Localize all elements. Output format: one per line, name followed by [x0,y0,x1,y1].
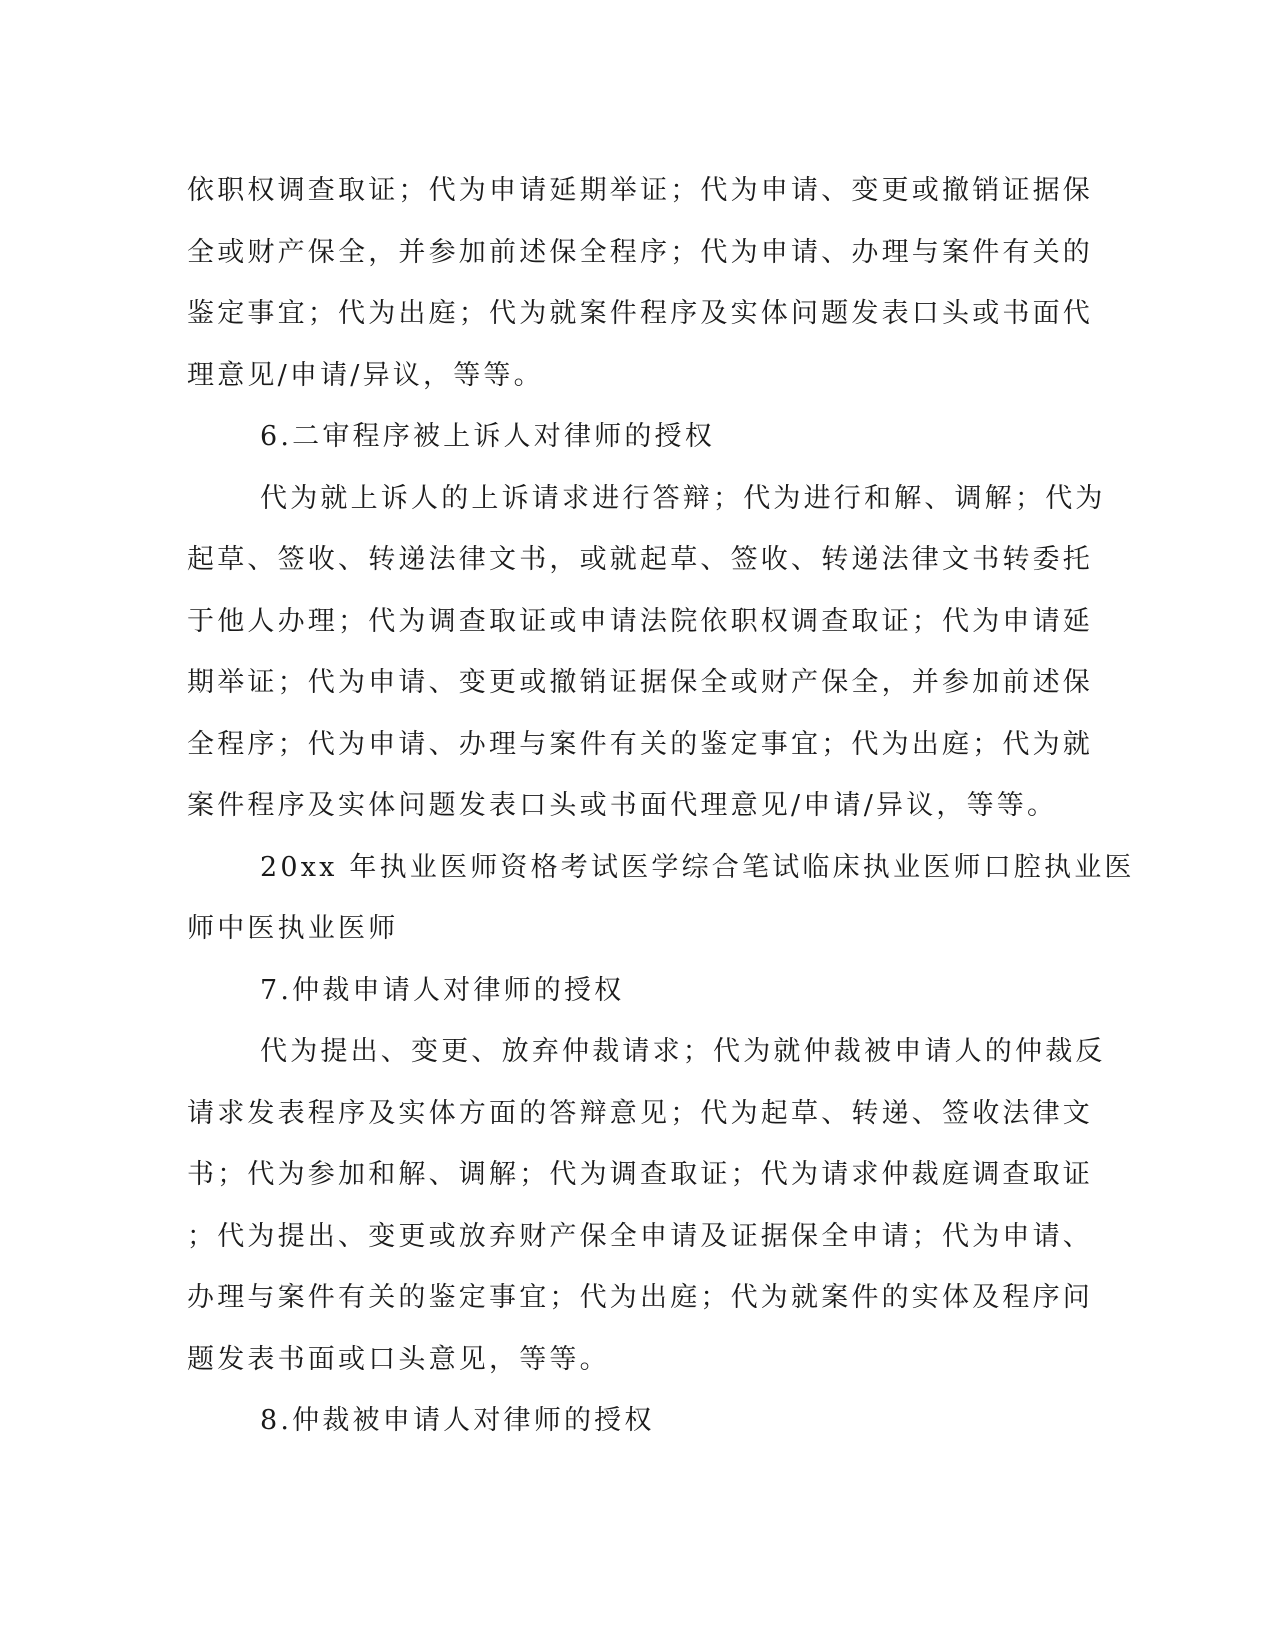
document-body [187,160,1135,1452]
text-line: ；代为提出、变更或放弃财产保全申请及证据保全申请；代为申请、 [187,1220,1093,1252]
text-line: 8.仲裁被申请人对律师的授权 [260,1405,655,1436]
text-line: 代为提出、变更、放弃仲裁请求；代为就仲裁被申请人的仲裁反 [260,1036,1106,1067]
text-line: 请求发表程序及实体方面的答辩意见；代为起草、转递、签收法律文 [187,1097,1093,1129]
text-line: 全程序；代为申请、办理与案件有关的鉴定事宜；代为出庭；代为就 [187,728,1093,760]
text-line: 书；代为参加和解、调解；代为调查取证；代为请求仲裁庭调查取证 [187,1159,1093,1190]
text-line: 起草、签收、转递法律文书，或就起草、签收、转递法律文书转委托 [187,544,1093,575]
text-line: 全或财产保全，并参加前述保全程序；代为申请、办理与案件有关的 [187,236,1093,268]
text-line: 7.仲裁申请人对律师的授权 [260,974,625,1006]
text-line: 6.二审程序被上诉人对律师的授权 [260,421,715,452]
text-line: 鉴定事宜；代为出庭；代为就案件程序及实体问题发表口头或书面代 [187,298,1093,329]
text-line: 办理与案件有关的鉴定事宜；代为出庭；代为就案件的实体及程序问 [187,1282,1093,1313]
text-line: 师中医执业医师 [187,913,399,944]
text-line: 案件程序及实体问题发表口头或书面代理意见/申请/异议，等等。 [187,790,1058,821]
text-line: 题发表书面或口头意见，等等。 [187,1343,610,1375]
text-line: 期举证；代为申请、变更或撤销证据保全或财产保全，并参加前述保 [187,667,1093,698]
text-line: 理意见/申请/异议，等等。 [187,359,544,391]
text-line: 于他人办理；代为调查取证或申请法院依职权调查取证；代为申请延 [187,605,1093,637]
text-line: 代为就上诉人的上诉请求进行答辩；代为进行和解、调解；代为 [260,482,1106,514]
text-line: 20xx 年执业医师资格考试医学综合笔试临床执业医师口腔执业医 [260,851,1135,883]
text-line: 依职权调查取证；代为申请延期举证；代为申请、变更或撤销证据保 [187,175,1093,206]
